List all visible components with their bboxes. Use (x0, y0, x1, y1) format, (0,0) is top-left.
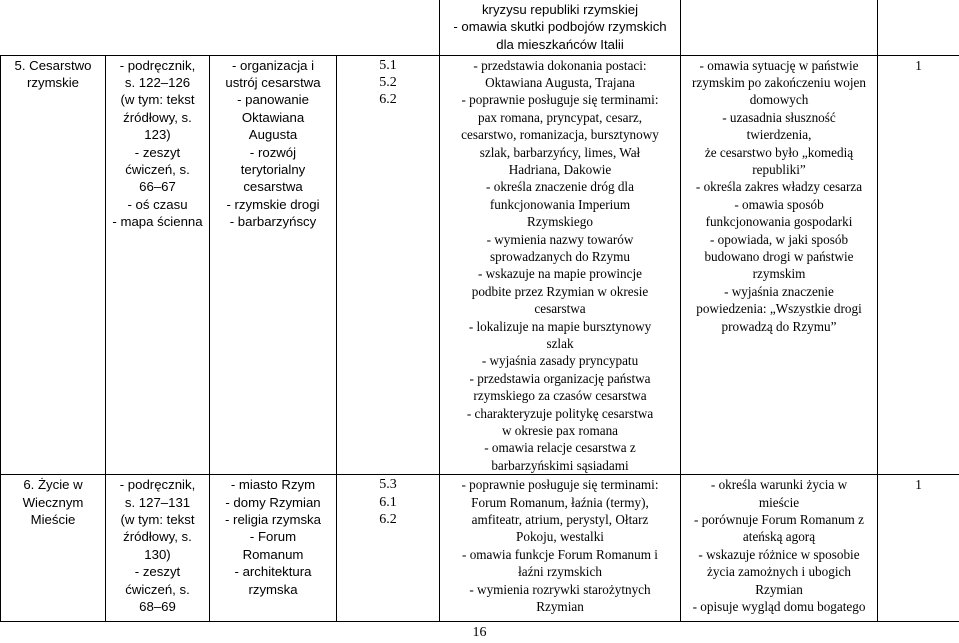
text-line: rzymskiego za czasów cesarstwa (473, 388, 647, 404)
text-line: (w tym: tekst (120, 92, 195, 108)
continuation-cell (440, 0, 681, 55)
continuation-row (1, 0, 959, 55)
text-line: funkcjonowania gospodarki (705, 214, 853, 230)
text-line: - miasto Rzym (230, 477, 316, 493)
text-line: - rozwój (249, 144, 297, 160)
text-line: - Forum (249, 529, 297, 545)
text-line: - omawia sposób (734, 196, 824, 212)
text-line: źródłowy, s. (123, 529, 192, 545)
basic-requirements-cell (440, 475, 681, 622)
text-line: - wymienia rozrywki starożytnych (469, 581, 651, 597)
text-line: 68–69 (139, 599, 176, 615)
extended-requirements-cell (681, 475, 878, 622)
hours-value: 1 (915, 477, 922, 493)
text-line: Forum Romanum, łaźnia (termy), (471, 494, 649, 510)
text-line: 5.2 (379, 74, 397, 90)
topic-cell (1, 475, 106, 622)
text-line: - omawia relacje cesarstwa z (484, 440, 636, 456)
text-line: 6.1 (379, 494, 397, 510)
text-line: - zeszyt (134, 564, 181, 580)
text-line: amfiteatr, atrium, perystyl, Ołtarz (471, 512, 649, 528)
text-line: ćwiczeń, s. (125, 161, 190, 177)
text-line: Oktawiana (241, 109, 305, 125)
page-number: 16 (472, 625, 487, 640)
text-line: rzymskim (752, 266, 806, 282)
text-line: 123) (144, 127, 171, 143)
codes-cell (337, 55, 440, 475)
text-line: łaźni rzymskich (518, 564, 602, 580)
text-line: - określa zakres władzy cesarza (695, 179, 863, 195)
text-line: 6. Życie w (23, 477, 83, 493)
text-line: źródłowy, s. (123, 109, 192, 125)
text-line: Rzymian (536, 599, 584, 615)
text-line: - określa znaczenie dróg dla (486, 179, 634, 195)
text-line: prowadzą do Rzymu” (721, 318, 837, 334)
text-line: (w tym: tekst (120, 512, 195, 528)
text-line: 6.2 (379, 512, 397, 528)
text-line: - przedstawia dokonania postaci: (473, 57, 647, 73)
text-line: s. 127–131 (124, 494, 191, 510)
text-line: 66–67 (139, 179, 176, 195)
text-line: - opowiada, w jaki sposób (709, 231, 849, 247)
codes-cell (337, 475, 440, 622)
text-line: domowych (749, 92, 809, 108)
text-line: - wskazuje różnice w sposobie (698, 546, 860, 562)
basic-requirements-cell (440, 55, 681, 475)
text-line: - określa warunki życia w (710, 477, 848, 493)
text-line: - wyjaśnia znaczenie (724, 283, 834, 299)
text-line: Rzymskiego (527, 214, 593, 230)
text-line: podbite przez Rzymian w okresie (471, 283, 649, 299)
text-line: rzymskim po zakończeniu wojen (692, 74, 866, 90)
text-line: - omawia skutki podbojów rzymskich (453, 19, 667, 35)
text-line: - mapa ścienna (112, 214, 203, 230)
text-line: s. 122–126 (124, 74, 191, 90)
text-line: funkcjonowania Imperium (489, 196, 631, 212)
text-line: rzymskie (26, 74, 80, 90)
text-line: mieście (758, 494, 800, 510)
text-line: - omawia funkcje Forum Romanum i (462, 546, 658, 562)
text-line: - uzasadnia słuszność (722, 109, 836, 125)
text-line: - domy Rzymian (225, 494, 321, 510)
hours-cell (878, 475, 959, 622)
text-line: Romanum (242, 546, 304, 562)
text-line: - wskazuje na mapie prowincje (477, 266, 643, 282)
text-line: sprowadzanych do Rzymu (490, 248, 630, 264)
text-line: - lokalizuje na mapie bursztynowy (468, 318, 652, 334)
text-line: - wymienia nazwy towarów (486, 231, 634, 247)
content-cell (210, 475, 337, 622)
text-line: 6.2 (379, 92, 397, 108)
text-line: - porównuje Forum Romanum z (694, 512, 864, 528)
text-line: - omawia sytuację w państwie (699, 57, 859, 73)
text-line: życia zamożnych i ubogich (707, 564, 851, 580)
text-line: - poprawnie posługuje się terminami: (461, 92, 659, 108)
text-line: pax romana, pryncypat, cesarz, (477, 109, 643, 125)
text-line: ustrój cesarstwa (225, 74, 321, 90)
text-line: - rzymskie drogi (226, 196, 320, 212)
table-row (1, 475, 959, 622)
text-line: cesarstwa (243, 179, 303, 195)
text-line: - opisuje wygląd domu bogatego (692, 599, 866, 615)
topic-cell (1, 55, 106, 475)
text-line: - zeszyt (134, 144, 181, 160)
materials-cell (106, 55, 210, 475)
text-line: ćwiczeń, s. (125, 581, 190, 597)
text-line: - barbarzyńscy (229, 214, 317, 230)
text-line: Augusta (248, 127, 298, 143)
text-line: barbarzyńskimi sąsiadami (491, 457, 629, 473)
text-line: powiedzenia: „Wszystkie drogi (696, 301, 862, 317)
text-line: że cesarstwo było „komedią (704, 144, 854, 160)
text-line: republiki” (752, 161, 806, 177)
text-line: Rzymian (755, 581, 803, 597)
text-line: szlak (546, 336, 574, 351)
text-line: Pokoju, westalki (516, 529, 604, 545)
text-line: - architektura (234, 564, 312, 580)
text-line: Wiecznym (22, 494, 84, 510)
text-line: - podręcznik, (119, 57, 196, 73)
text-line: kryzysu republiki rzymskiej (481, 2, 639, 17)
extended-requirements-cell (681, 55, 878, 475)
hours-value: 1 (915, 57, 922, 73)
text-line: szlak, barbarzyńcy, limes, Wał (479, 144, 641, 160)
content-cell (210, 55, 337, 475)
text-line: 5.1 (379, 57, 397, 73)
table-row (1, 55, 959, 475)
materials-cell (106, 475, 210, 622)
text-line: ateńską agorą (742, 529, 816, 545)
text-line: - podręcznik, (119, 477, 196, 493)
text-line: Hadriana, Dakowie (508, 161, 612, 177)
text-line: - wyjaśnia zasady pryncypatu (481, 353, 639, 369)
text-line: - poprawnie posługuje się terminami: (461, 477, 659, 493)
text-line: - charakteryzuje politykę cesarstwa (466, 405, 654, 421)
hours-cell (878, 55, 959, 475)
text-line: dla mieszkańców Italii (496, 36, 624, 52)
text-line: - przedstawia organizację państwa (469, 370, 651, 386)
text-line: - religia rzymska (225, 512, 321, 528)
text-line: - oś czasu (127, 196, 188, 212)
text-line: 5. Cesarstwo (14, 57, 92, 73)
text-line: - organizacja i (231, 57, 315, 73)
text-line: Mieście (30, 512, 76, 528)
text-line: budowano drogi w państwie (704, 248, 854, 264)
text-line: terytorialny (240, 161, 306, 177)
text-line: 5.3 (379, 477, 397, 493)
text-line: w okresie pax romana (501, 423, 619, 439)
text-line: twierdzenia, (746, 127, 812, 143)
text-line: - panowanie (237, 92, 309, 108)
text-line: 130) (144, 546, 171, 562)
text-line: Oktawiana Augusta, Trajana (485, 74, 635, 90)
text-line: rzymska (248, 581, 298, 597)
text-line: cesarstwa (534, 301, 586, 317)
text-line: cesarstwo, romanizacja, bursztynowy (461, 127, 659, 143)
